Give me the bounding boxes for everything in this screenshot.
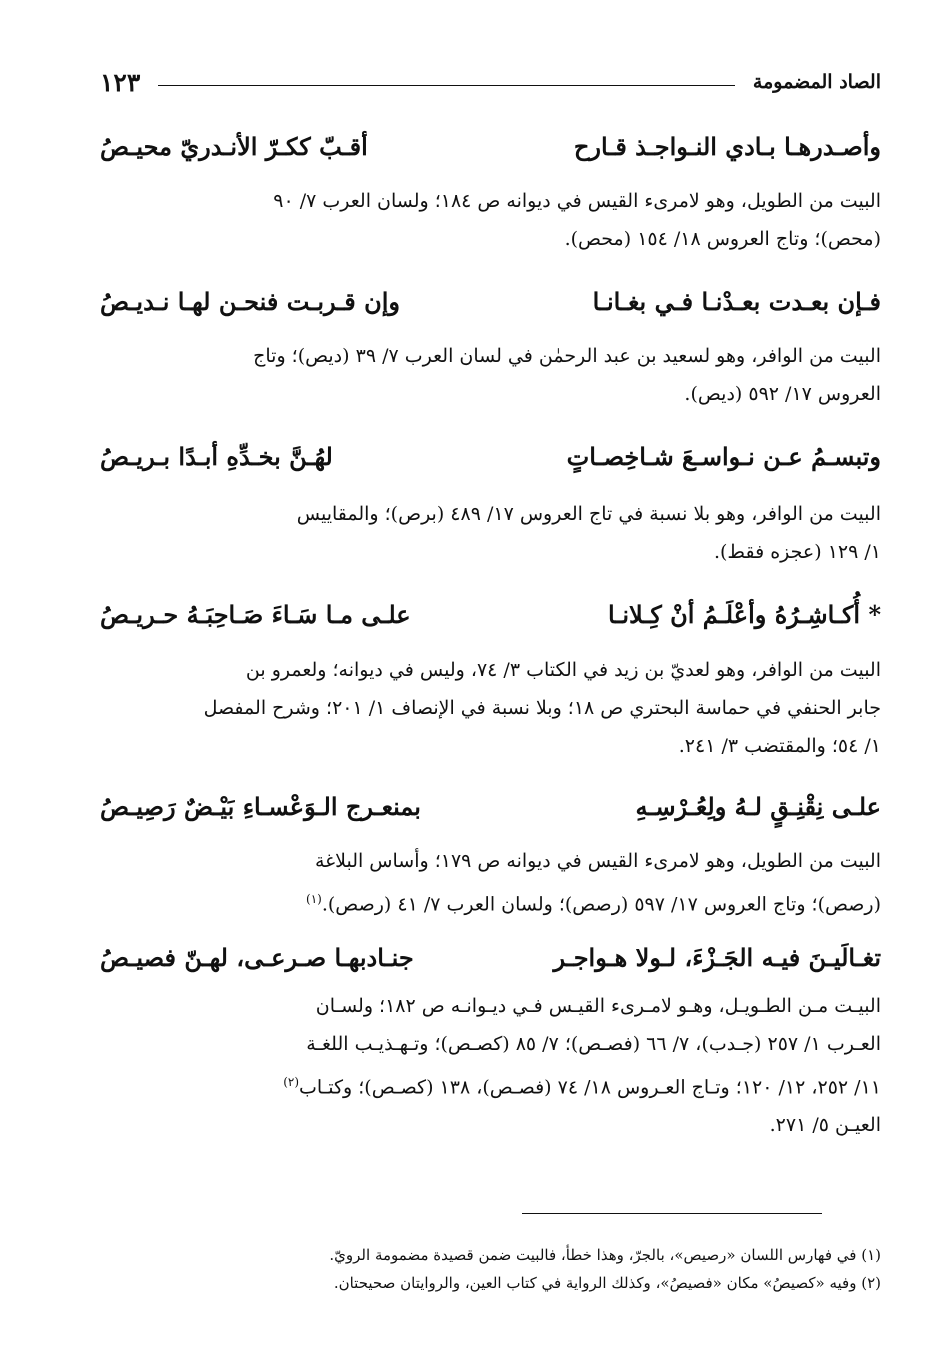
verse-commentary — [100, 987, 881, 1144]
commentary-line: العيـن ٥/ ٢٧١. — [769, 1114, 881, 1137]
verse-commentary — [100, 842, 881, 923]
verse-line — [100, 124, 881, 168]
verse-commentary — [100, 182, 881, 258]
footnote-reference: (٢) — [283, 1075, 300, 1089]
commentary-line: ١/ ٥٤؛ والمقتضب ٣/ ٢٤١. — [678, 735, 881, 757]
verse-commentary — [100, 651, 881, 765]
verse-first-hemistich: فـإن بعـدت بعـدْنـا فـي بغـانـا — [592, 286, 881, 316]
verse-second-hemistich: أقـبّ ككـرّ الأنـدريّ محيـصُ — [100, 131, 368, 161]
commentary-line: (محص)؛ وتاج العروس ١٨/ ١٥٤ (محص). — [564, 228, 881, 250]
commentary-text: (رصص)؛ وتاج العروس ١٧/ ٥٩٧ (رصص)؛ ولسان العرب ٧/ ٤١ (رصص). — [321, 893, 881, 916]
footnote-reference: (١) — [306, 892, 322, 906]
running-header — [100, 62, 881, 102]
footnote-separator — [522, 1213, 822, 1214]
page-number: ١٢٣ — [100, 67, 141, 97]
commentary-line: البيت من الوافر، وهو لعديّ بن زيد في الكتاب ٣/ ٧٤، وليس في ديوانه؛ ولعمرو بن — [245, 659, 881, 681]
header-rule — [158, 85, 735, 86]
commentary-text: ١١/ ٢٥٢، ١٢/ ١٢٠؛ وتـاج العـروس ١٨/ ٧٤ (فصـص)، ١٣٨ (كصـص)؛ وكتـاب — [299, 1076, 881, 1099]
commentary-line: البيت من الوافر، وهو لسعيد بن عبد الرحمٰن في لسان العرب ٧/ ٣٩ (ديص)؛ وتاج — [253, 345, 881, 367]
verse-first-hemistich: تغـالَيـنَ فيـه الجَـزْءَ، لـولا هـواجـر — [553, 942, 881, 972]
commentary-line — [100, 880, 881, 923]
verse-line — [100, 434, 881, 478]
verse-second-hemistich: جنـادبهـا صـرعـى، لهـنّ فصيـصُ — [100, 942, 414, 972]
verse-line — [100, 592, 881, 636]
commentary-line — [100, 1063, 881, 1106]
verse-second-hemistich: لهُـنَّ بخـدِّهِ أبـدًا بـريـصُ — [100, 441, 333, 471]
verse-first-hemistich: * أُكـاشِـرُهُ وأعْلَـمُ أنْ كِـلانـا — [608, 599, 881, 629]
verse-commentary — [100, 337, 881, 413]
commentary-line: البيـت مـن الطـويـل، وهـو لامـرىء القيـس فـي ديـوانـه ص ١٨٢؛ ولسـان — [315, 995, 881, 1017]
verse-second-hemistich: وإن قـربـت فنحـن لهـا نـديـصُ — [100, 286, 400, 316]
verse-first-hemistich: وتبسـمُ عـن نـواسـعَ شـاخِصـاتٍ — [566, 441, 881, 471]
commentary-line: البيت من الطويل، وهو لامرىء القيس في ديوانه ص ١٨٤؛ ولسان العرب ٧/ ٩٠ — [273, 190, 881, 212]
verse-line — [100, 784, 881, 828]
footnotes — [100, 1241, 881, 1297]
verse-second-hemistich: بمنعـرج الـوَعْسـاءِ بَيْـضٌ رَصِيـصُ — [100, 791, 421, 821]
verse-first-hemistich: علـى نِقْنِـقٍ لـهُ ولِعُـرْسِـهِ — [635, 791, 881, 821]
commentary-line: البيت من الطويل، وهو لامرىء القيس في ديوانه ص ١٧٩؛ وأساس البلاغة — [315, 850, 881, 872]
commentary-line: العروس ١٧/ ٥٩٢ (ديص). — [684, 383, 881, 405]
footnote: (١) في فهارس اللسان «رصيص»، بالجرّ، وهذا خطأ، فالبيت ضمن قصيدة مضمومة الرويّ. — [329, 1246, 881, 1264]
verse-second-hemistich: علـى مـا سَـاءَ صَـاحِبَـهُ حـريـصُ — [100, 599, 411, 629]
verse-first-hemistich: وأصـدرهـا بـادي النـواجـذ قـارح — [573, 131, 881, 161]
running-title: الصاد المضمومة — [752, 71, 881, 93]
verse-commentary — [100, 495, 881, 571]
commentary-line: جابر الحنفي في حماسة البحتري ص ١٨؛ وبلا نسبة في الإنصاف ١/ ٢٠١؛ وشرح المفصل — [203, 697, 881, 719]
verse-line — [100, 935, 881, 979]
commentary-line: البيت من الوافر، وهو بلا نسبة في تاج العروس ١٧/ ٤٨٩ (برص)؛ والمقاييس — [296, 503, 881, 525]
footnote: (٢) وفيه «كصيصُ» مكان «فصيصُ»، وكذلك الرواية في كتاب العين، والروايتان صحيحتان. — [333, 1274, 881, 1292]
commentary-line: ١/ ١٢٩ (عجزه فقط). — [713, 541, 881, 563]
commentary-line: العـرب ١/ ٢٥٧ (جـدب)، ٧/ ٦٦ (فصـص)؛ ٧/ ٨٥ (كصـص)؛ وتـهـذيـب اللغـة — [306, 1033, 881, 1055]
verse-line — [100, 279, 881, 323]
